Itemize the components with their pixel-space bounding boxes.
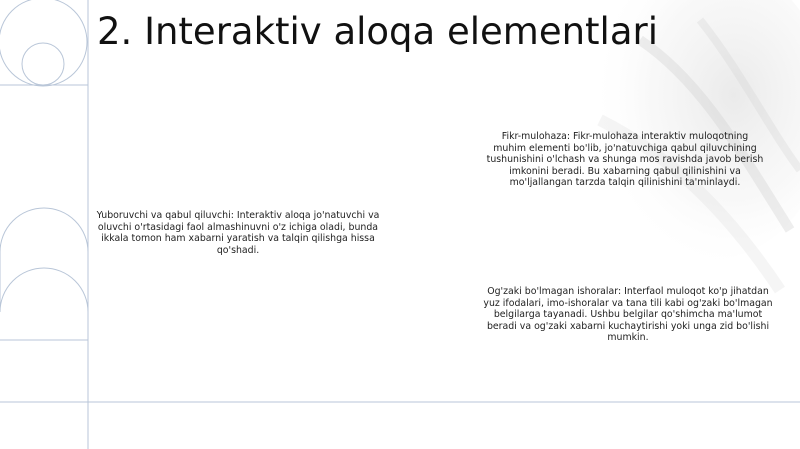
slide-title: 2. Interaktiv aloqa elementlari [97,10,658,53]
nonverbal-cues-text: Og'zaki bo'lmagan ishoralar: Interfaol muloqot ko'p jihatdan yuz ifodalari, imo-ishoralar va tana tili kabi og'zaki bo'lmagan belgilarga tayanadi. Ushbu belgilar qo'shimcha ma'lumot beradi va og'zaki xabarni kuchaytirishi yoki unga zid bo'lishi mumkin. [483,286,773,344]
sender-receiver-text: Yuboruvchi va qabul qiluvchi: Interaktiv aloqa jo'natuvchi va oluvchi o'rtasidagi faol almashinuvni o'z ichiga oladi, bunda ikkala tomon ham xabarni yaratish va talqin qilishga hissa qo'shadi. [96,210,380,256]
feedback-text: Fikr-mulohaza: Fikr-mulohaza interaktiv muloqotning muhim elementi bo'lib, jo'natuvchiga qabul qiluvchining tushunishini o'lchash va shunga mos ravishda javob berish imkonini beradi. Bu xabarning qabul qilinishini va mo'ljallangan tarzda talqin qilinishini ta'minlaydi. [486,131,764,189]
